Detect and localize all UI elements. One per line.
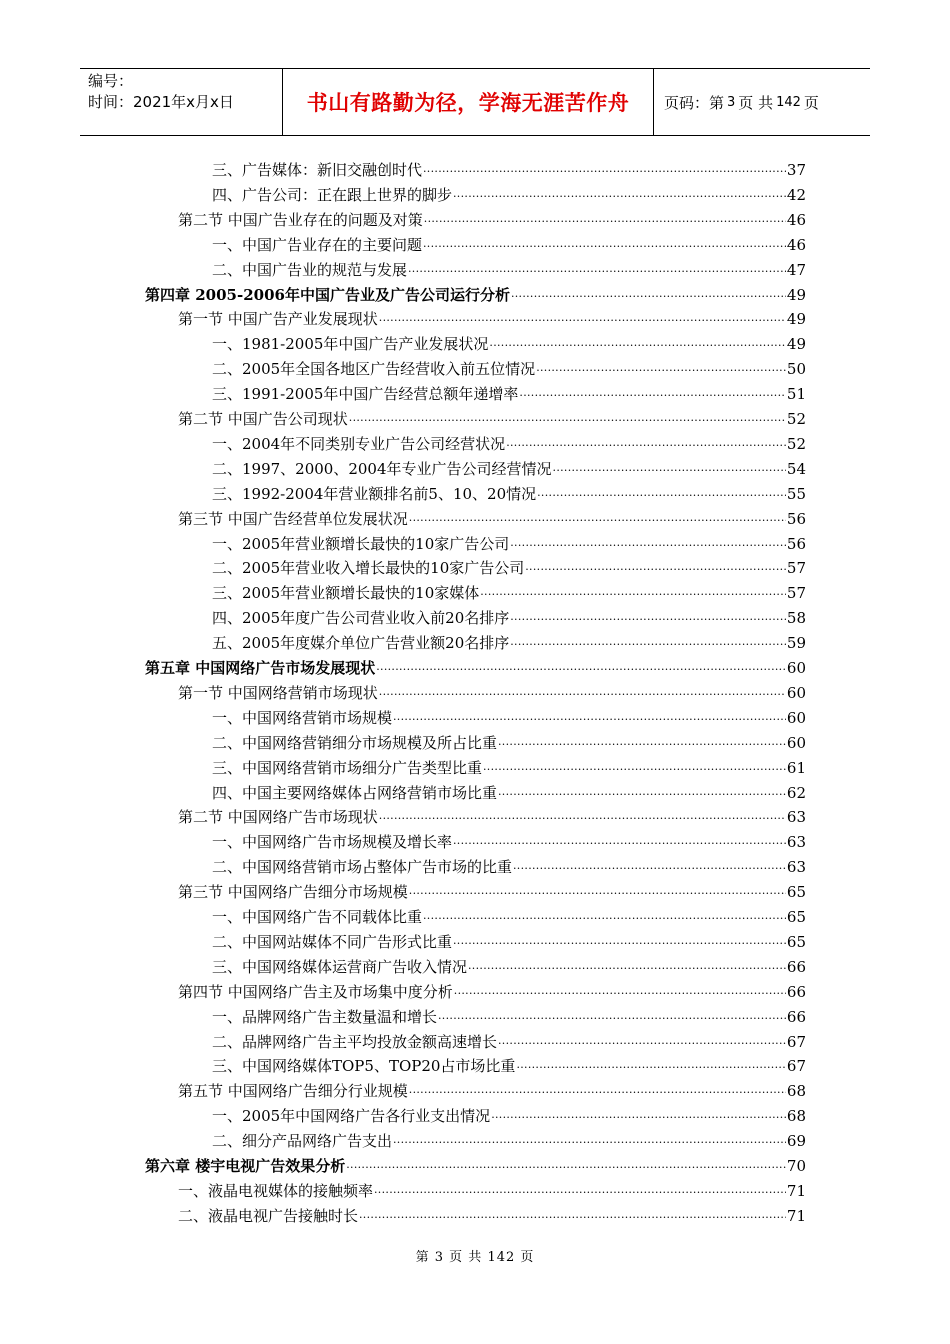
toc-section-row[interactable]	[178, 307, 806, 331]
toc-title: 第三节 中国广告经营单位发展状况	[178, 509, 408, 528]
toc-page-number: 60	[786, 659, 806, 677]
toc-item-row[interactable]	[212, 781, 806, 805]
toc-page-number: 60	[786, 683, 806, 702]
toc-page-number: 68	[786, 1082, 806, 1101]
toc-title: 二、细分产品网络广告支出	[212, 1132, 393, 1151]
toc-page-number: 50	[786, 360, 806, 379]
toc-item-row[interactable]	[212, 631, 806, 655]
toc-title: 第二节 中国广告公司现状	[178, 410, 348, 428]
toc-title: 二、中国广告业的规范与发展	[212, 260, 408, 279]
footer-middle: 页 共	[449, 1250, 483, 1265]
footer-current: 3	[434, 1250, 445, 1265]
toc-item-row[interactable]	[212, 1129, 806, 1153]
toc-page-number: 60	[786, 708, 806, 727]
toc-title: 三、广告媒体：新旧交融创时代	[212, 161, 423, 179]
header-meta	[80, 69, 282, 135]
toc-leader-dots	[453, 932, 786, 956]
toc-title: 四、2005年度广告公司营业收入前20名排序	[212, 609, 510, 628]
toc-page-number: 46	[786, 210, 806, 229]
toc-page-number: 67	[786, 1057, 806, 1076]
toc-leader-dots	[409, 509, 786, 533]
toc-page-number: 47	[786, 260, 806, 279]
page-prefix: 页码：第	[664, 93, 725, 112]
toc-leader-dots	[506, 434, 786, 458]
toc-title: 一、2005年营业额增长最快的10家广告公司	[212, 534, 510, 553]
toc-section-row[interactable]	[178, 1204, 806, 1228]
toc-leader-dots	[423, 160, 786, 184]
toc-title: 三、中国网络媒体运营商广告收入情况	[212, 957, 468, 976]
toc-leader-dots	[480, 583, 786, 607]
toc-leader-dots	[516, 1056, 785, 1080]
toc-title: 一、液晶电视媒体的接触频率	[178, 1181, 374, 1200]
page-footer	[0, 1246, 950, 1265]
toc-page-number: 60	[786, 733, 806, 752]
toc-item-row[interactable]	[212, 830, 806, 854]
toc-page-number: 66	[786, 982, 806, 1001]
toc-page-number: 65	[786, 932, 806, 951]
toc-leader-dots	[409, 882, 786, 906]
toc-item-row[interactable]	[212, 532, 806, 556]
toc-page-number: 65	[786, 908, 806, 926]
toc-item-row[interactable]	[212, 258, 806, 282]
toc-title: 第四章 2005-2006年中国广告业及广告公司运行分析	[145, 285, 510, 304]
toc-title: 一、2004年不同类别专业广告公司经营状况	[212, 434, 506, 453]
toc-item-row[interactable]	[212, 183, 806, 207]
page-middle: 页 共	[738, 93, 774, 112]
footer-suffix: 页	[520, 1250, 535, 1265]
toc-item-row[interactable]	[212, 855, 806, 879]
toc-title: 二、1997、2000、2004年专业广告公司经营情况	[212, 459, 552, 478]
toc-leader-dots	[491, 1106, 786, 1130]
document-number-label: 编号：	[88, 72, 134, 90]
toc-title: 第四节 中国网络广告主及市场集中度分析	[178, 982, 453, 1001]
toc-item-row[interactable]	[212, 382, 806, 406]
header-page-info	[654, 69, 870, 135]
toc-page-number: 66	[786, 957, 806, 976]
toc-leader-dots	[374, 1181, 786, 1205]
toc-leader-dots	[454, 982, 786, 1006]
toc-leader-dots	[537, 484, 786, 508]
toc-page-number: 63	[786, 808, 806, 827]
toc-title: 三、1992-2004年营业额排名前5、10、20情况	[212, 484, 537, 503]
toc-item-row[interactable]	[212, 457, 806, 481]
toc-chapter-row[interactable]	[145, 1154, 806, 1178]
toc-page-number: 68	[786, 1107, 806, 1126]
toc-chapter-row[interactable]	[145, 656, 806, 680]
toc-leader-dots	[379, 309, 786, 333]
toc-title: 一、中国网络营销市场规模	[212, 708, 393, 727]
toc-leader-dots	[519, 384, 785, 408]
toc-item-row[interactable]	[212, 1104, 806, 1128]
toc-page-number: 65	[786, 883, 806, 902]
toc-title: 第一节 中国广告产业发展现状	[178, 310, 378, 329]
toc-page-number: 46	[786, 235, 806, 254]
toc-section-row[interactable]	[178, 407, 806, 431]
toc-leader-dots	[423, 907, 786, 931]
page-total: 142	[776, 94, 801, 110]
toc-page-number: 56	[786, 534, 806, 553]
toc-section-row[interactable]	[178, 1179, 806, 1203]
toc-leader-dots	[423, 235, 786, 259]
toc-page-number: 70	[786, 1157, 806, 1175]
toc-page-number: 63	[786, 833, 806, 852]
toc-item-row[interactable]	[212, 482, 806, 506]
toc-page-number: 66	[786, 1007, 806, 1026]
toc-page-number: 49	[786, 285, 806, 304]
toc-title: 第五章 中国网络广告市场发展现状	[145, 659, 376, 677]
toc-leader-dots	[346, 1156, 786, 1180]
toc-title: 一、1981-2005年中国广告产业发展状况	[212, 335, 489, 354]
toc-page-number: 61	[786, 758, 806, 777]
toc-leader-dots	[536, 359, 786, 383]
toc-item-row[interactable]	[212, 581, 806, 605]
toc-title: 四、广告公司：正在跟上世界的脚步	[212, 185, 453, 204]
toc-title: 第三节 中国网络广告细分市场规模	[178, 883, 408, 902]
header-motto: 书山有路勤为径，学海无涯苦作舟	[306, 91, 630, 115]
toc-leader-dots	[483, 758, 786, 782]
toc-item-row[interactable]	[212, 756, 806, 780]
toc-title: 三、中国网络媒体TOP5、TOP20占市场比重	[212, 1057, 516, 1076]
toc-title: 三、中国网络营销市场细分广告类型比重	[212, 758, 483, 777]
toc-section-row[interactable]	[178, 880, 806, 904]
toc-page-number: 54	[786, 459, 806, 478]
toc-item-row[interactable]	[212, 1054, 806, 1078]
toc-title: 五、2005年度媒介单位广告营业额20名排序	[212, 634, 510, 653]
toc-title: 二、液晶电视广告接触时长	[178, 1206, 359, 1225]
toc-leader-dots	[498, 1032, 786, 1056]
toc-title: 第二节 中国广告业存在的问题及对策	[178, 210, 423, 229]
toc-leader-dots	[393, 1131, 786, 1155]
toc-title: 一、中国网络广告市场规模及增长率	[212, 833, 453, 852]
toc-leader-dots	[511, 285, 786, 309]
toc-item-row[interactable]	[212, 706, 806, 730]
toc-item-row[interactable]	[212, 158, 806, 182]
toc-page-number: 67	[786, 1032, 806, 1051]
page-current: 3	[727, 94, 736, 110]
toc-title: 二、品牌网络广告主平均投放金额高速增长	[212, 1032, 498, 1051]
toc-page-number: 51	[786, 385, 806, 404]
toc-page-number: 52	[786, 434, 806, 453]
toc-page-number: 69	[786, 1132, 806, 1151]
toc-page-number: 57	[786, 559, 806, 578]
toc-page-number: 52	[786, 410, 806, 428]
toc-leader-dots	[525, 558, 786, 582]
toc-title: 一、2005年中国网络广告各行业支出情况	[212, 1107, 491, 1126]
toc-leader-dots	[376, 658, 786, 682]
toc-title: 第六章 楼宇电视广告效果分析	[145, 1157, 346, 1175]
toc-leader-dots	[349, 409, 786, 433]
toc-title: 二、2005年营业收入增长最快的10家广告公司	[212, 559, 525, 578]
toc-item-row[interactable]	[212, 233, 806, 257]
document-date-label: 时间：2021年x月x日	[88, 93, 234, 111]
toc-item-row[interactable]	[212, 930, 806, 954]
toc-leader-dots	[393, 708, 786, 732]
toc-leader-dots	[409, 1081, 786, 1105]
toc-title: 二、中国网络营销细分市场规模及所占比重	[212, 733, 498, 752]
toc-page-number: 59	[786, 634, 806, 653]
toc-title: 三、1991-2005年中国广告经营总额年递增率	[212, 385, 519, 404]
toc-leader-dots	[453, 185, 786, 209]
toc-leader-dots	[510, 534, 786, 558]
toc-page-number: 42	[786, 185, 806, 204]
toc-leader-dots	[408, 260, 786, 284]
toc-page-number: 63	[786, 858, 806, 877]
toc-leader-dots	[510, 608, 786, 632]
toc-item-row[interactable]	[212, 731, 806, 755]
toc-leader-dots	[498, 733, 786, 757]
toc-item-row[interactable]	[212, 432, 806, 456]
toc-leader-dots	[438, 1007, 786, 1031]
toc-item-row[interactable]	[212, 332, 806, 356]
toc-item-row[interactable]	[212, 357, 806, 381]
toc-page-number: 57	[786, 584, 806, 603]
toc-leader-dots	[553, 459, 786, 483]
toc-title: 一、品牌网络广告主数量温和增长	[212, 1007, 438, 1026]
toc-leader-dots	[453, 832, 786, 856]
toc-item-row[interactable]	[212, 606, 806, 630]
toc-item-row[interactable]	[212, 955, 806, 979]
header-motto-cell	[282, 69, 654, 135]
toc-item-row[interactable]	[212, 905, 806, 929]
toc-section-row[interactable]	[178, 507, 806, 531]
toc-section-row[interactable]	[178, 208, 806, 232]
toc-title: 第五节 中国网络广告细分行业规模	[178, 1082, 408, 1101]
toc-leader-dots	[359, 1206, 786, 1230]
toc-title: 三、2005年营业额增长最快的10家媒体	[212, 584, 480, 603]
toc-page-number: 56	[786, 509, 806, 528]
toc-page-number: 58	[786, 609, 806, 628]
toc-leader-dots	[489, 334, 785, 358]
toc-page-number: 62	[786, 783, 806, 802]
toc-section-row[interactable]	[178, 980, 806, 1004]
toc-page-number: 71	[786, 1181, 806, 1200]
toc-item-row[interactable]	[212, 1030, 806, 1054]
toc-section-row[interactable]	[178, 805, 806, 829]
toc-leader-dots	[424, 210, 786, 234]
toc-title: 第一节 中国网络营销市场现状	[178, 683, 378, 702]
toc-section-row[interactable]	[178, 681, 806, 705]
toc-leader-dots	[379, 807, 786, 831]
toc-title: 一、中国网络广告不同载体比重	[212, 908, 423, 926]
toc-chapter-row[interactable]	[145, 283, 806, 307]
toc-title: 二、中国网络营销市场占整体广告市场的比重	[212, 858, 513, 877]
toc-page-number: 71	[786, 1206, 806, 1225]
toc-page-number: 37	[786, 161, 806, 179]
footer-total: 142	[487, 1250, 516, 1265]
toc-title: 一、中国广告业存在的主要问题	[212, 235, 423, 254]
toc-section-row[interactable]	[178, 1079, 806, 1103]
toc-title: 二、中国网站媒体不同广告形式比重	[212, 932, 453, 951]
toc-leader-dots	[379, 683, 786, 707]
toc-item-row[interactable]	[212, 556, 806, 580]
toc-title: 第二节 中国网络广告市场现状	[178, 808, 378, 827]
toc-page-number: 49	[786, 310, 806, 329]
toc-leader-dots	[498, 783, 786, 807]
toc-page-number: 55	[786, 484, 806, 503]
toc-leader-dots	[468, 957, 786, 981]
toc-title: 二、2005年全国各地区广告经营收入前五位情况	[212, 360, 536, 379]
page-header	[80, 68, 870, 136]
toc-page-number: 49	[786, 335, 806, 354]
toc-title: 四、中国主要网络媒体占网络营销市场比重	[212, 783, 498, 802]
toc-item-row[interactable]	[212, 1005, 806, 1029]
toc-leader-dots	[510, 633, 786, 657]
footer-prefix: 第	[415, 1250, 430, 1265]
page-suffix: 页	[803, 93, 819, 112]
toc-leader-dots	[513, 857, 786, 881]
